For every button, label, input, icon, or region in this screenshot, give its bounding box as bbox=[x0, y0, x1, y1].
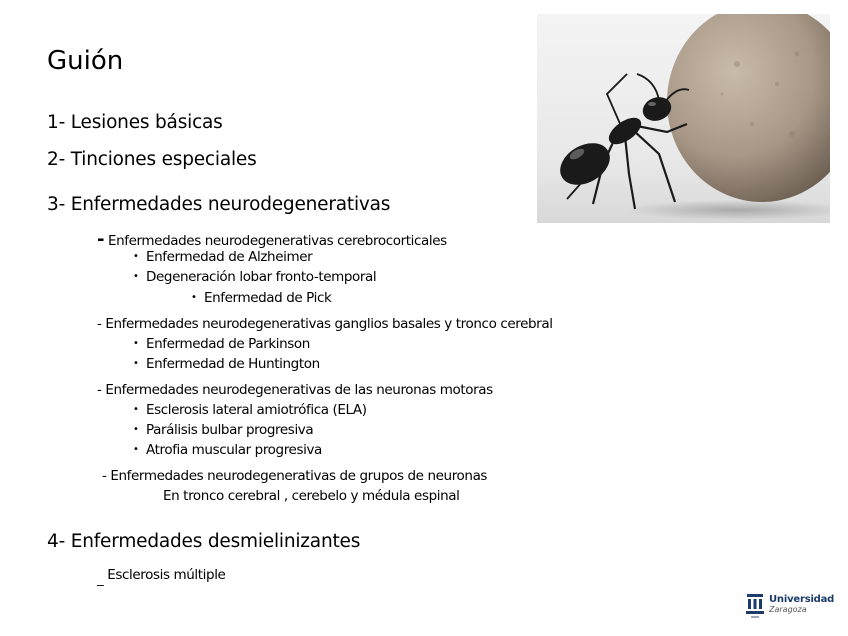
section-2: 2- Tinciones especiales bbox=[47, 149, 257, 170]
group3-item-3: • Atrofia muscular progresiva bbox=[146, 442, 322, 458]
group2-item-1: • Enfermedad de Parkinson bbox=[146, 336, 310, 352]
section-1: 1- Lesiones básicas bbox=[47, 112, 223, 133]
group2-item-2: • Enfermedad de Huntington bbox=[146, 356, 320, 372]
section-3: 3- Enfermedades neurodegenerativas bbox=[47, 194, 391, 215]
group3-heading: - Enfermedades neurodegenerativas de las neuronas motoras bbox=[97, 382, 493, 398]
group3-item-1: • Esclerosis lateral amiotrófica (ELA) bbox=[146, 402, 367, 418]
logo-sub: Zaragoza bbox=[769, 605, 807, 614]
section-4: 4- Enfermedades desmielinizantes bbox=[47, 531, 361, 552]
group3-item-2: • Parálisis bulbar progresiva bbox=[146, 422, 313, 438]
university-logo bbox=[745, 592, 840, 622]
group4-line2: En tronco cerebral , cerebelo y médula espinal bbox=[163, 488, 460, 504]
group1-item-1: • Enfermedad de Alzheimer bbox=[146, 249, 312, 265]
group1-subitem: • Enfermedad de Pick bbox=[204, 290, 331, 306]
university-emblem-icon bbox=[745, 592, 765, 620]
group4-heading: - Enfermedades neurodegenerativas de grupos de neuronas bbox=[102, 468, 488, 484]
group5-item-text: Esclerosis múltiple bbox=[107, 567, 226, 583]
group1-heading-text: Enfermedades neurodegenerativas cerebrocorticales bbox=[104, 233, 447, 249]
group5-item: _ Esclerosis múltiple bbox=[97, 567, 226, 587]
group1-item-2: • Degeneración lobar fronto-temporal bbox=[146, 269, 376, 285]
logo-name: Universidad bbox=[769, 594, 835, 605]
slide-title: Guión bbox=[47, 46, 124, 76]
group2-heading: - Enfermedades neurodegenerativas ganglios basales y tronco cerebral bbox=[97, 316, 553, 332]
ant-pushing-rock-image bbox=[537, 14, 830, 223]
group1-heading: - Enfermedades neurodegenerativas cerebrocorticales bbox=[97, 229, 447, 250]
